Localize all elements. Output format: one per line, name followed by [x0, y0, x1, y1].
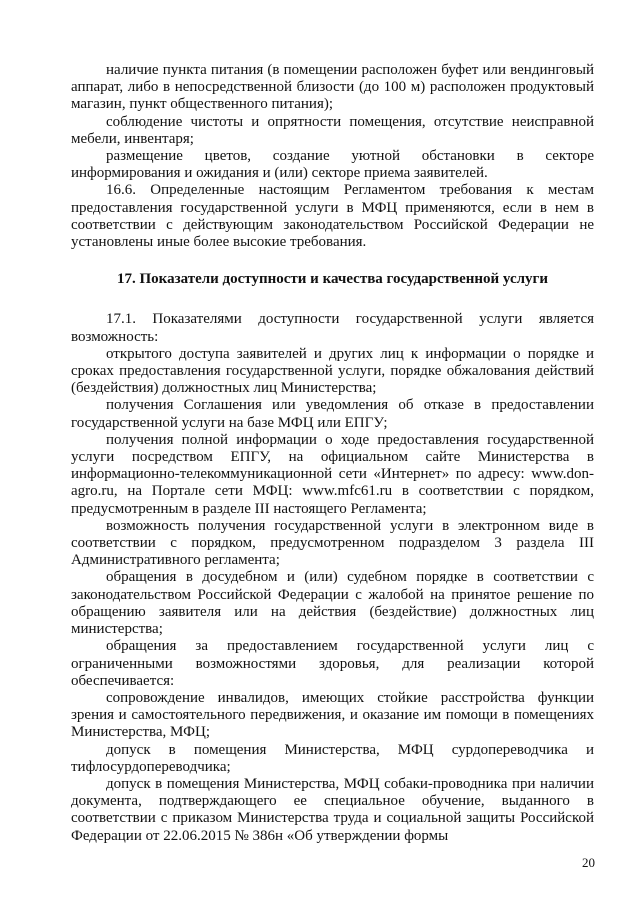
paragraph-flowers: размещение цветов, создание уютной обстановки в секторе информирования и ожидания и (или) секторе приема заявителей. [71, 148, 594, 182]
paragraph-electronic: возможность получения государственной услуги в электронном виде в соответствии с порядком, предусмотренном подразделом 3 раздела III Административного регламента; [71, 517, 594, 569]
paragraph-cleanliness: соблюдение чистоты и опрятности помещения, отсутствие неисправной мебели, инвентаря; [71, 113, 594, 147]
paragraph-guide-dog: допуск в помещения Министерства, МФЦ собаки-проводника при наличии документа, подтверждающего ее специальное обучение, выданного в соответствии с приказом Министерства труда и социальной защиты Российской Федерации от 22.06.2015 № 386н «Об утверждении формы [71, 775, 594, 844]
paragraph-open-access: открытого доступа заявителей и других лиц к информации о порядке и сроках предоставления государственной услуги, порядке обжалования действий (бездействия) должностных лиц Министерства; [71, 345, 594, 397]
page-number: 20 [582, 855, 595, 870]
paragraph-disabilities: обращения за предоставлением государственной услуги лиц с ограниченными возможностями здоровья, для реализации которой обеспечивается: [71, 638, 594, 689]
paragraph-interpreter: допуск в помещения Министерства, МФЦ сурдопереводчика и тифлосурдопереводчика; [71, 741, 594, 775]
paragraph-food-outlet: наличие пункта питания (в помещении расположен буфет или вендинговый аппарат, либо в непосредственной близости (до 100 м) расположен продуктовый магазин, пункт общественного питания); [71, 62, 594, 113]
paragraph-appeal: обращения в досудебном и (или) судебном порядке в соответствии с законодательством Российской Федерации с жалобой на принятое решение по обращению заявителя или на действия (бездействие) должностных лиц министерства; [71, 569, 594, 638]
paragraph-progress-info: получения полной информации о ходе предоставления государственной услуги посредством ЕПГУ, на официальном сайте Министерства в информационно-телекоммуникационной сети «Интернет» по адресу: www.don-agro.ru, на Портале сети МФЦ: www.mfc61.ru в соответствии с порядком, предусмотренным в разделе III настоящего Регламента; [71, 431, 594, 517]
page-content [71, 62, 594, 845]
paragraph-16-6: 16.6. Определенные настоящим Регламентом требования к местам предоставления государственной услуги в МФЦ применяются, если в нем в соответствии с действующим законодательством Российской Федерации не установлены иные более высокие требования. [71, 182, 594, 251]
paragraph-agreement: получения Соглашения или уведомления об отказе в предоставлении государственной услуги на базе МФЦ или ЕПГУ; [71, 397, 594, 431]
paragraph-17-1: 17.1. Показателями доступности государственной услуги является возможность: [71, 311, 594, 345]
paragraph-escort: сопровождение инвалидов, имеющих стойкие расстройства функции зрения и самостоятельного передвижения, и оказание им помощи в помещениях Министерства, МФЦ; [71, 689, 594, 741]
section-heading-17: 17. Показатели доступности и качества государственной услуги [117, 271, 548, 288]
